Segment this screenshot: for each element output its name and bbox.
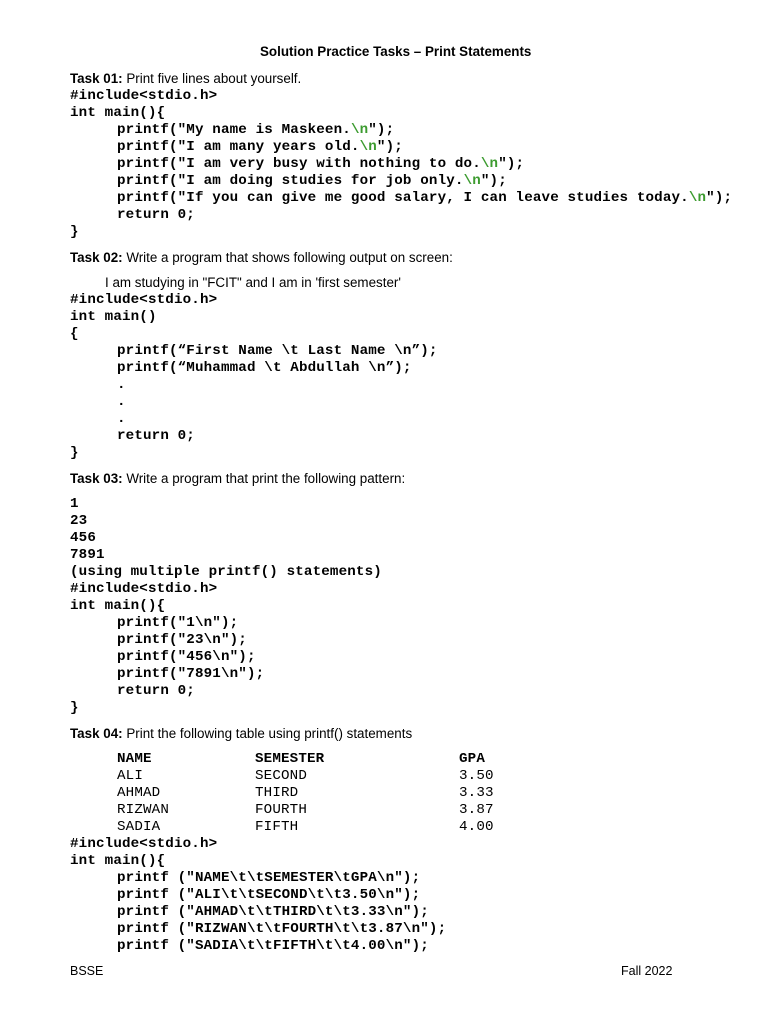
table-cell: RIZWAN xyxy=(117,802,169,818)
task3-code-line: printf("1\n"); xyxy=(117,615,239,631)
table-cell: ALI xyxy=(117,768,143,784)
task1-return: return 0; xyxy=(117,207,195,223)
table-cell: SADIA xyxy=(117,819,161,835)
table-header-name: NAME xyxy=(117,751,152,767)
task1-code-line: printf("I am very busy with nothing to do.\n"); xyxy=(117,156,525,172)
task1-heading xyxy=(70,71,301,86)
task2-code-line: . xyxy=(117,411,126,427)
task3-pattern-line: 456 xyxy=(70,530,96,546)
task2-include: #include<stdio.h> xyxy=(70,292,218,308)
task4-code-line: printf ("NAME\t\tSEMESTER\tGPA\n"); xyxy=(117,870,421,886)
task2-code-line: . xyxy=(117,394,126,410)
table-cell: THIRD xyxy=(255,785,299,801)
task2-description: Write a program that shows following output on screen: xyxy=(122,250,453,265)
task1-code-line: printf("If you can give me good salary, I can leave studies today.\n"); xyxy=(117,190,733,206)
task1-code-line: printf("I am doing studies for job only.\n"); xyxy=(117,173,507,189)
task3-main: int main(){ xyxy=(70,598,166,614)
table-cell: FIFTH xyxy=(255,819,299,835)
table-cell: AHMAD xyxy=(117,785,161,801)
page-title: Solution Practice Tasks – Print Statements xyxy=(260,44,532,59)
task2-close-brace: } xyxy=(70,445,79,461)
footer-right: Fall 2022 xyxy=(621,964,673,978)
task4-heading xyxy=(70,726,412,741)
task3-code-line: return 0; xyxy=(117,683,195,699)
task3-description: Write a program that print the following pattern: xyxy=(122,471,406,486)
task3-pattern-line: 23 xyxy=(70,513,88,529)
task3-close-brace: } xyxy=(70,700,79,716)
task2-return: return 0; xyxy=(117,428,195,444)
table-cell: FOURTH xyxy=(255,802,307,818)
task1-description: Print five lines about yourself. xyxy=(122,71,302,86)
task3-pattern-line: 1 xyxy=(70,496,79,512)
task4-label: Task 04: xyxy=(70,726,123,741)
task3-label: Task 03: xyxy=(70,471,123,486)
table-header-gpa: GPA xyxy=(459,751,485,767)
task2-main: int main() xyxy=(70,309,157,325)
task2-code-line: printf(“First Name \t Last Name \n”); xyxy=(117,343,438,359)
task1-label: Task 01: xyxy=(70,71,123,86)
task4-description: Print the following table using printf() statements xyxy=(122,726,413,741)
task1-close-brace: } xyxy=(70,224,79,240)
task3-note: (using multiple printf() statements) xyxy=(70,564,382,580)
table-cell: 3.87 xyxy=(459,802,494,818)
table-cell: SECOND xyxy=(255,768,307,784)
task3-code-line: printf("23\n"); xyxy=(117,632,247,648)
table-header-semester: SEMESTER xyxy=(255,751,325,767)
task2-code-line: printf(“Muhammad \t Abdullah \n”); xyxy=(117,360,412,376)
footer-left: BSSE xyxy=(70,964,104,978)
task4-main: int main(){ xyxy=(70,853,166,869)
task4-include: #include<stdio.h> xyxy=(70,836,218,852)
table-cell: 4.00 xyxy=(459,819,494,835)
task2-open-brace: { xyxy=(70,326,79,342)
task1-code-line: printf("I am many years old.\n"); xyxy=(117,139,403,155)
task3-heading xyxy=(70,471,405,486)
task4-code-line: printf ("SADIA\t\tFIFTH\t\t4.00\n"); xyxy=(117,938,429,954)
task3-include: #include<stdio.h> xyxy=(70,581,218,597)
table-cell: 3.33 xyxy=(459,785,494,801)
task2-heading xyxy=(70,250,453,265)
task2-expected-output: I am studying in "FCIT" and I am in 'first semester' xyxy=(105,275,401,290)
task1-include: #include<stdio.h> xyxy=(70,88,218,104)
task2-label: Task 02: xyxy=(70,250,123,265)
task3-code-line: printf("7891\n"); xyxy=(117,666,265,682)
task4-code-line: printf ("RIZWAN\t\tFOURTH\t\t3.87\n"); xyxy=(117,921,447,937)
task1-main: int main(){ xyxy=(70,105,166,121)
task1-code-line: printf("My name is Maskeen.\n"); xyxy=(117,122,395,138)
task3-code-line: printf("456\n"); xyxy=(117,649,256,665)
task4-code-line: printf ("ALI\t\tSECOND\t\t3.50\n"); xyxy=(117,887,421,903)
task3-pattern-line: 7891 xyxy=(70,547,105,563)
task4-code-line: printf ("AHMAD\t\tTHIRD\t\t3.33\n"); xyxy=(117,904,429,920)
table-cell: 3.50 xyxy=(459,768,494,784)
task2-code-line: . xyxy=(117,377,126,393)
